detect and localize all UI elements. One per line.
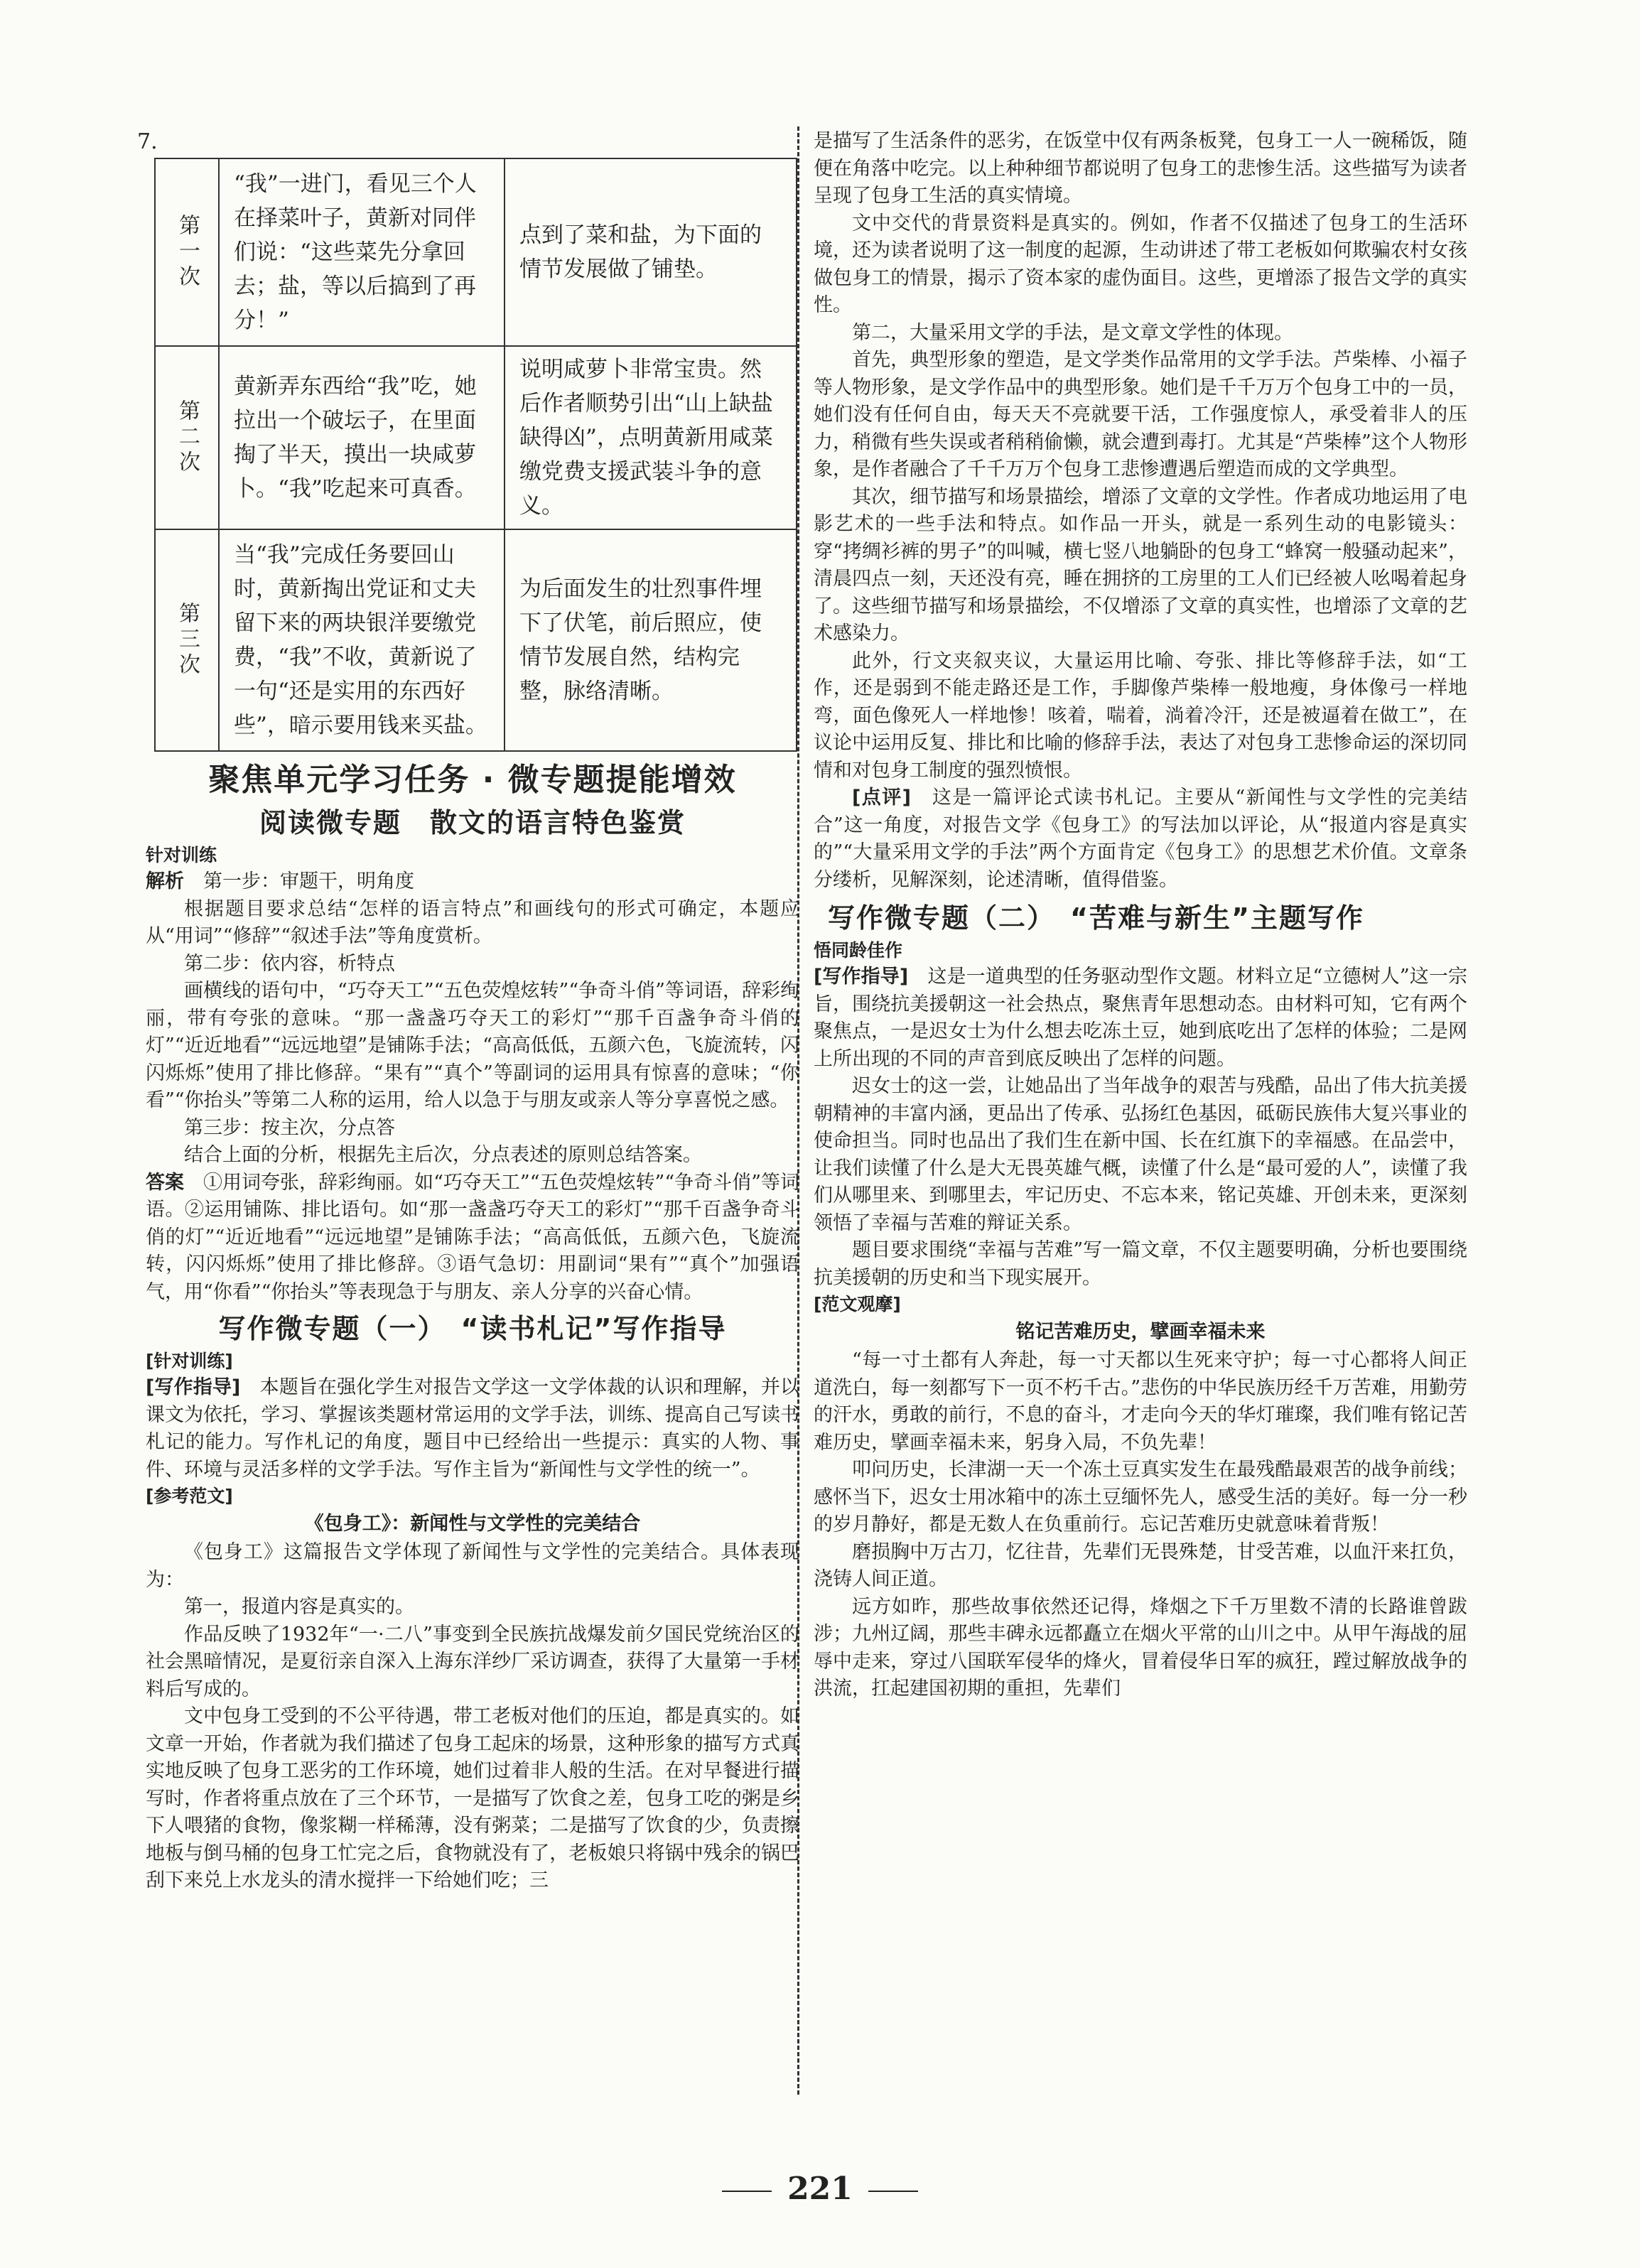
row-label: 第二次 <box>155 346 219 529</box>
essay-title: 铭记苦难历史，擘画幸福未来 <box>1015 1321 1266 1343</box>
reference-label: [参考范文] <box>146 1486 233 1506</box>
paragraph: 文中交代的背景资料是真实的。例如，作者不仅描述了包身工的生活环境，还为读者说明了这一制度的起源，生动讲述了带工老板如何欺骗农村女孩做包身工的情景，揭示了资本家的虚伪面目。这些，更增添了报告文学的真实性。 <box>814 212 1467 316</box>
paragraph: 叩问历史，长津湖一天一个冻土豆真实发生在最残酷最艰苦的战争前线；感怀当下，迟女士用冰箱中的冻土豆缅怀先人，感受生活的美好。每一分一秒的岁月静好，都是无数人在负重前行。忘记苦难历史就意味着背叛！ <box>814 1459 1467 1535</box>
guide-label: [写作指导] <box>814 966 909 988</box>
table-row <box>155 346 797 529</box>
row-note: 为后面发生的壮烈事件埋下了伏笔，前后照应，使情节发展自然，结构完整，脉络清晰。 <box>505 529 797 751</box>
paragraph: 此外，行文夹叙夹议，大量运用比喻、夸张、排比等修辞手法，如“工作，还是弱到不能走路还是工作，手脚像芦柴棒一般地瘦，身体像弓一样地弯，面色像死人一样地惨！咳着，喘着，淌着冷汗，还是被逼着在做工”，在议论中运用反复、排比和比喻的修辞手法，表达了对包身工悲惨命运的深切同情和对包身工制度的强烈愤恨。 <box>814 649 1467 782</box>
left-column <box>137 128 800 1895</box>
guide-label: [写作指导] <box>146 1376 241 1398</box>
answer-label: 答案 <box>146 1171 185 1194</box>
paragraph: 结合上面的分析，根据先主后次，分点表述的原则总结答案。 <box>184 1144 702 1166</box>
row-label: 第三次 <box>155 529 219 751</box>
answer-text: ①用词夸张，辞彩绚丽。如“巧夺天工”“五色荧煌炫转”“争奇斗俏”等词语。②运用铺陈、排比语句。如“那一盏盏巧夺天工的彩灯”“那千百盏争奇斗俏的灯”“近近地看”“远远地望”是铺陈手法；“高高低低，五颜六色，飞旋流转，闪闪烁烁”使用了排比修辞。③语气急切：用副词“果有”“真个”加强语气，用“你看”“你抬头”等表现急于与朋友、亲人分享的兴奋心情。 <box>146 1171 800 1303</box>
step2: 第二步：依内容，析特点 <box>184 952 395 975</box>
paragraph: 第二，大量采用文学的手法，是文章文学性的体现。 <box>852 321 1293 344</box>
writing2-title: 写作微专题（二） “苦难与新生”主题写作 <box>828 902 1364 934</box>
table-row <box>155 529 797 751</box>
row-label: 第一次 <box>155 158 219 346</box>
page-number-text: 221 <box>787 2171 853 2207</box>
peer-label: 悟同龄佳作 <box>814 940 903 961</box>
paragraph: 远方如昨，那些故事依然还记得，烽烟之下千万里数不清的长路谁曾跋涉；九州辽阔，那些丰碑永远都矗立在烟火平常的山川之中。从甲午海战的屈辱中走来，穿过八国联军侵华的烽火，冒着侵华日军的疯狂，蹚过解放战争的洪流，扛起建国初期的重担，先辈们 <box>814 1595 1467 1700</box>
row-text: 黄新弄东西给“我”吃，她拉出一个破坛子，在里面掏了半天，摸出一块咸萝卜。“我”吃起来可真香。 <box>219 346 505 529</box>
paragraph: 磨损胸中万古刀，忆往昔，先辈们无畏殊楚，甘受苦难，以血汗来扛负，浇铸人间正道。 <box>814 1540 1467 1590</box>
comment-text: 这是一篇评论式读书札记。主要从“新闻性与文学性的完美结合”这一角度，对报告文学《包身工》的写法加以评论，从“报道内容是真实的”“大量采用文学的手法”两个方面肯定《包身工》的思想艺术价值。文章条分缕析，见解深刻，论述清晰，值得借鉴。 <box>814 787 1467 891</box>
paragraph: 是描写了生活条件的恶劣，在饭堂中仅有两条板凳，包身工一人一碗稀饭，随便在角落中吃完。以上种种细节都说明了包身工的悲惨生活。这些描写为读者呈现了包身工生活的真实情境。 <box>814 130 1467 207</box>
paragraph: 《包身工》这篇报告文学体现了新闻性与文学性的完美结合。具体表现为： <box>146 1541 799 1591</box>
right-column <box>814 128 1467 1703</box>
row-text: “我”一进门，看见三个人在择菜叶子，黄新对同伴们说：“这些菜先分拿回去；盐，等以后搞到了再分！” <box>219 158 505 346</box>
comment-label: [点评] <box>852 787 911 809</box>
paragraph: 首先，典型形象的塑造，是文学类作品常用的文学手法。芦柴棒、小福子等人物形象，是文学作品中的典型形象。她们是千千万万个包身工中的一员，她们没有任何自由，每天天不亮就要干活，工作强度惊人，承受着非人的压力，稍微有些失误或者稍稍偷懒，就会遭到毒打。尤其是“芦柴棒”这个人物形象，是作者融合了千千万万个包身工悲惨遭遇后塑造而成的文学典型。 <box>814 349 1467 480</box>
step1: 第一步：审题干，明角度 <box>203 870 414 892</box>
row-note: 说明咸萝卜非常宝贵。然后作者顺势引出“山上缺盐缺得凶”，点明黄新用咸菜缴党费支援武装斗争的意义。 <box>505 346 797 529</box>
paragraph: 其次，细节描写和场景描绘，增添了文章的文学性。作者成功地运用了电影艺术的一些手法和特点。如作品一开头，就是一系列生动的电影镜头：穿“拷绸衫裤的男子”的叫喊，横七竖八地躺卧的包身工“蜂窝一般骚动起来”，清晨四点一刻，天还没有亮，睡在拥挤的工房里的工人们已经被人吆喝着起身了。这些细节描写和场景描绘，不仅增添了文章的真实性，也增添了文章的艺术感染力。 <box>814 485 1467 644</box>
guide-text: 本题旨在强化学生对报告文学这一文学体裁的认识和理解，并以课文为依托，学习、掌握该类题材常运用的文学手法，训练、提高自己写读书札记的能力。写作札记的角度，题目中已经给出一些提示：真实的人物、事件、环境与灵活多样的文学手法。写作主旨为“新闻性与文学性的统一”。 <box>146 1376 800 1481</box>
paragraph: 题目要求围绕“幸福与苦难”写一篇文章，不仅主题要明确，分析也要围绕抗美援朝的历史和当下现实展开。 <box>814 1239 1467 1289</box>
dash-left <box>722 2191 772 2192</box>
question-number: 7. <box>137 129 158 154</box>
training-label: 针对训练 <box>146 845 217 865</box>
page-number <box>0 2171 1640 2207</box>
table-row <box>155 158 797 346</box>
writing1-title: 写作微专题（一） “读书札记”写作指导 <box>218 1313 727 1344</box>
analysis-label: 解析 <box>146 870 184 892</box>
essay-title: 《包身工》：新闻性与文学性的完美结合 <box>304 1513 641 1535</box>
paragraph: 作品反映了1932年“一·二八”事变到全民族抗战爆发前夕国民党统治区的社会黑暗情况，是夏衍亲自深入上海东洋纱厂采访调查，获得了大量第一手材料后写成的。 <box>146 1623 799 1700</box>
q7-table <box>154 158 797 752</box>
paragraph: “每一寸土都有人奔赴，每一寸天都以生死来守护；每一寸心都将人间正道洗白，每一刻都写下一页不朽千古。”悲伤的中华民族历经千万苦难，用勤劳的汗水，勇敢的前行，不息的奋斗，才走向今天的华灯璀璨，我们唯有铭记苦难历史，擘画幸福未来，躬身入局，不负先辈！ <box>814 1349 1467 1454</box>
paragraph: 根据题目要求总结“怎样的语言特点”和画线句的形式可确定，本题应从“用词”“修辞”“叙述手法”等角度赏析。 <box>146 897 799 947</box>
training-label: [针对训练] <box>146 1351 233 1371</box>
row-text: 当“我”完成任务要回山时，黄新掏出党证和丈夫留下来的两块银洋要缴党费，“我”不收，黄新说了一句“还是实用的东西好些”，暗示要用钱来买盐。 <box>219 529 505 751</box>
step3: 第三步：按主次，分点答 <box>184 1116 395 1139</box>
reading-title: 阅读微专题 散文的语言特色鉴赏 <box>259 807 686 838</box>
model-label: [范文观摩] <box>814 1294 901 1314</box>
row-note: 点到了菜和盐，为下面的情节发展做了铺垫。 <box>505 158 797 346</box>
paragraph: 画横线的语句中，“巧夺天工”“五色荧煌炫转”“争奇斗俏”等词语，辞彩绚丽，带有夸张的意味。“那一盏盏巧夺天工的彩灯”“那千百盏争奇斗俏的灯”“近近地看”“远远地望”是铺陈手法；“高高低低，五颜六色，飞旋流转，闪闪烁烁”使用了排比修辞。“果有”“真个”等副词的运用具有惊喜的意味；“你看”“你抬头”等第二人称的运用，给人以急于与朋友或亲人等分享喜悦之感。 <box>146 980 799 1111</box>
paragraph: 迟女士的这一尝，让她品出了当年战争的艰苦与残酷，品出了伟大抗美援朝精神的丰富内涵，更品出了传承、弘扬红色基因，砥砺民族伟大复兴事业的使命担当。同时也品出了我们生在新中国、长在红旗下的幸福感。在品尝中，让我们读懂了什么是大无畏英雄气概，读懂了什么是“最可爱的人”，读懂了我们从哪里来、到哪里去，牢记历史、不忘本来，铭记英雄、开创未来，更深刻领悟了幸福与苦难的辩证关系。 <box>814 1075 1467 1234</box>
guide-text: 这是一道典型的任务驱动型作文题。材料立足“立德树人”这一宗旨，围绕抗美援朝这一社会热点，聚焦青年思想动态。由材料可知，它有两个聚焦点，一是迟女士为什么想去吃冻土豆，她到底吃出了怎样的体验；二是网上所出现的不同的声音到底反映出了怎样的问题。 <box>814 966 1468 1070</box>
paragraph: 文中包身工受到的不公平待遇，带工老板对他们的压迫，都是真实的。如文章一开始，作者就为我们描述了包身工起床的场景，这种形象的描写方式真实地反映了包身工恶劣的工作环境，她们过着非人般的生活。在对早餐进行描写时，作者将重点放在了三个环节，一是描写了饮食之差，包身工吃的粥是乡下人喂猪的食物，像浆糊一样稀薄，没有粥菜；二是描写了饮食的少，负责擦地板与倒马桶的包身工忙完之后，食物就没有了，老板娘只将锅中残余的锅巴刮下来兑上水龙头的清水搅拌一下给她们吃；三 <box>146 1705 799 1891</box>
dash-right <box>868 2191 918 2192</box>
section-title: 聚焦单元学习任务 · 微专题提能增效 <box>208 762 737 798</box>
paragraph: 第一，报道内容是真实的。 <box>184 1596 414 1618</box>
